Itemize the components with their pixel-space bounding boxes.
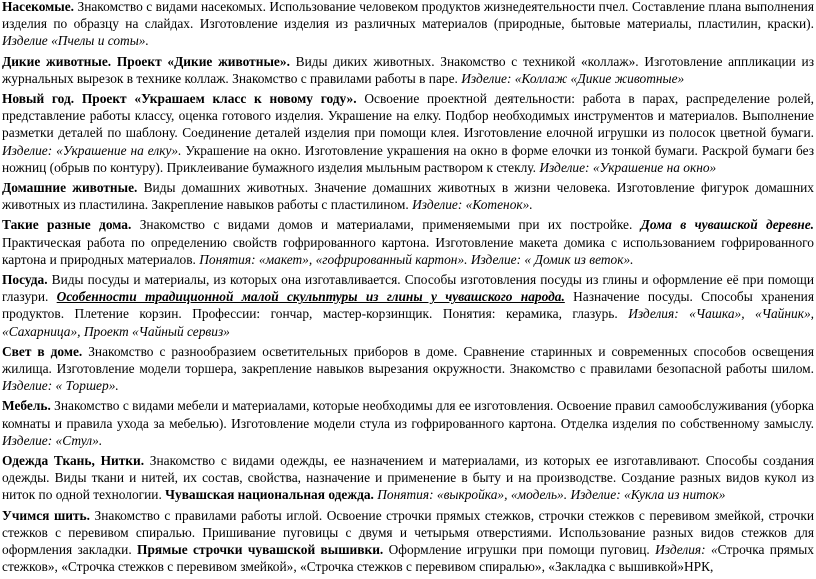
italic-run: Изделие: «Украшение на окно»	[539, 159, 717, 175]
text-run: Знакомство с видами домов и материалами, применяемыми при их постройке.	[131, 217, 641, 233]
section-new-year	[2, 90, 814, 176]
italic-run: Изделие: « Торшер».	[2, 378, 119, 394]
text-run: Назначение посуды. Способы хранения продуктов. Плетение корзин. Профессии: гончар, мастер-корзинщик. Понятия: керамика, глазурь.	[2, 289, 814, 322]
italic-run: Изделие: «Коллаж «Дикие животные»	[461, 70, 685, 86]
section-heading: Учимся шить.	[2, 507, 90, 523]
italic-run: Изделие: «Стул».	[2, 432, 103, 448]
section-heading: Насекомые.	[2, 0, 75, 14]
text-run: Знакомство с видами мебели и материалами, которые необходимы для ее изготовления. Освоение правил самообслуживания (уборка комнаты и правила ухода за мебелью). Изготовление модели стула из гофрированного картона. Отделка изделия по собственному замыслу.	[2, 398, 814, 431]
bold-run: Дома в чувашской деревне.	[640, 217, 814, 233]
text-run: Освоение проектной деятельности: работа в парах, распределение ролей, представление работы классу, оценка готового изделия. Украшение на елку. Подбор необходимых инструментов и материалов. Выполнение разметки деталей по шаблону. Соединение деталей изделия при помощи клея. Изготовление елочной игрушки из полосок цветной бумаги.	[2, 91, 814, 141]
section-heading: Домашние животные.	[2, 180, 138, 196]
text-run: Практическая работа по определению свойств гофрированного картона. Изготовление макета домика с использованием гофрированного картона и природных материалов.	[2, 234, 814, 267]
italic-run: Изделие: «Украшение на елку».	[2, 142, 182, 158]
text-run: Виды диких животных. Знакомство с техникой «коллаж». Изготовление аппликации из журнальных вырезок в технике коллаж. Знакомство с правилами работы в паре.	[2, 53, 814, 86]
section-heading: Мебель.	[2, 398, 51, 414]
bold-run: Чувашская национальная одежда.	[165, 487, 374, 503]
italic-run: Изделия: «Чашка», «Чайник», «Сахарница», Проект «Чайный сервиз»	[2, 306, 814, 339]
text-run: Украшение на окно. Изготовление украшения на окно в форме елочки из тонкой бумаги. Раскрой бумаги без ножниц (обрыв по контуру). Приклеивание бумажного изделия мыльным раствором к стеклу.	[2, 142, 814, 175]
text-run: Знакомство с видами одежды, ее назначением и материалами, из которых ее изготавливают. Способы создания одежды. Виды ткани и нитей, их состав, свойства, назначение и применение в быту и на производстве. Создание разных видов кукол из ниток по одной технологии.	[2, 453, 814, 503]
bold-run: Прямые строчки чувашской вышивки.	[137, 542, 384, 558]
bold-run: Особенности традиционной малой скульптуры из глины у чувашского народа.	[56, 289, 565, 305]
italic-run: Понятия: «макет», «гофрированный картон». Изделие: « Домик из веток».	[199, 251, 634, 267]
italic-run: Изделия: «	[655, 542, 718, 558]
text-run: Знакомство с правилами работы иглой. Освоение строчки прямых стежков, строчки стежков с перевивом змейкой, строчки стежков с перевивом спиралью. Пришивание пуговицы с двумя и четырьмя отверстиями. Использование разных видов стежков для оформления закладки.	[2, 507, 815, 558]
section-domestic-animals	[2, 179, 814, 213]
section-heading: Дикие животные. Проект «Дикие животные».	[2, 53, 290, 69]
section-heading: Такие разные дома.	[2, 217, 132, 233]
text-run: Знакомство с видами насекомых. Использование человеком продуктов жизнедеятельности пчел. Составление плана выполнения изделия по образцу на слайдах. Изготовление изделия из различных материалов (природные, бытовые материалы, пластилин, краски).	[2, 0, 814, 32]
section-light	[2, 343, 814, 395]
section-clothes	[2, 452, 814, 504]
text-run: Знакомство с разнообразием осветительных приборов в доме. Сравнение старинных и современных способов освещения жилища. Изготовление модели торшера, закрепление навыков вырезания окружности. Знакомство с правилами безопасной работы шилом.	[2, 343, 814, 377]
section-wild-animals	[2, 53, 814, 87]
section-furniture	[2, 397, 814, 449]
section-sewing	[2, 507, 814, 576]
italic-run: Изделие «Пчелы и соты».	[2, 33, 149, 49]
section-dishes	[2, 271, 814, 340]
italic-run: Изделие: «Котенок».	[412, 197, 533, 213]
section-heading: Одежда Ткань, Нитки.	[2, 453, 145, 469]
italic-run: Понятия: «выкройка», «модель». Изделие: «Кукла из ниток»	[377, 487, 726, 503]
text-run: Оформление игрушки при помощи пуговиц.	[383, 542, 656, 558]
section-heading: Свет в доме.	[2, 343, 83, 359]
section-heading: Посуда.	[2, 272, 48, 288]
section-heading: Новый год. Проект «Украшаем класс к новому году».	[2, 91, 357, 107]
section-houses	[2, 216, 814, 268]
document-page	[2, 0, 814, 579]
text-run: Виды посуды и материалы, из которых она изготавливается. Способы изготовления посуды из глины и оформление её при помощи глазури.	[2, 272, 814, 305]
text-run: Строчка прямых стежков», «Строчка стежков с перевивом змейкой», «Строчка стежков с перевивом спиралью», «Закладка с вышивкой»НРК,	[2, 542, 814, 575]
section-insects	[2, 0, 814, 50]
text-run: Виды домашних животных. Значение домашних животных в жизни человека. Изготовление фигурок домашних животных из пластилина. Закрепление навыков работы с пластилином.	[2, 180, 814, 213]
